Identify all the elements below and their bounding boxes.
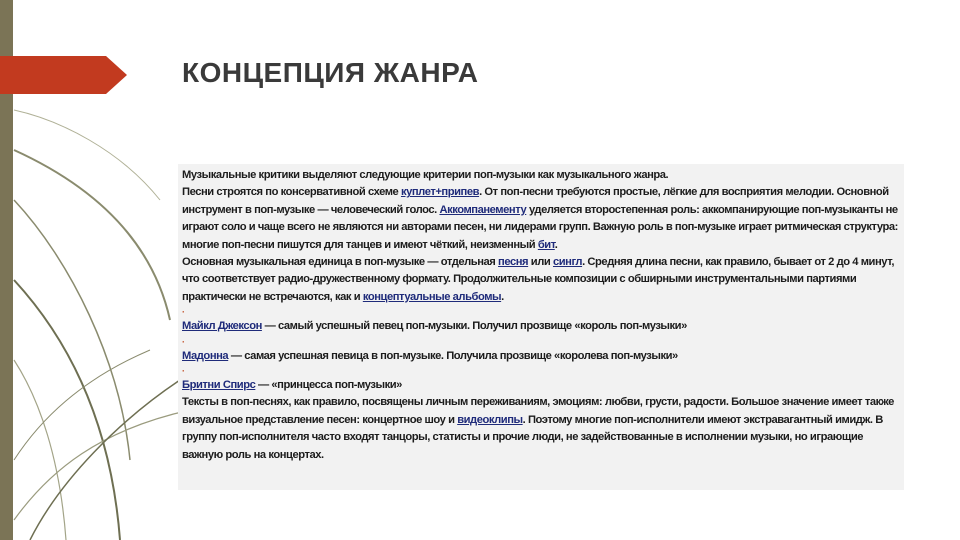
artist-description: — самая успешная певица в поп-музыке. Получила прозвище «королева поп-музыки» [228,349,678,362]
paragraph-lyrics [182,394,900,464]
content-text-block [182,167,900,464]
text-segment: Песни строятся по консервативной схеме [182,186,401,199]
link-music-videos[interactable]: видеоклипы [457,413,523,426]
text-segment: . От поп-песни требуются простые, лёгкие для восприятия мелодии. Основной инструмент в поп-музыке — человеческий голос. [182,186,889,216]
artist-item [182,348,900,365]
text-segment: . [554,238,558,251]
link-verse-chorus[interactable]: куплет+припев [400,186,480,199]
text-segment: или [528,256,553,269]
intro-paragraph: Музыкальные критики выделяют следующие критерии поп-музыки как музыкального жанра. [182,169,669,181]
text-segment: уделяется второстепенная роль: аккомпанирующие поп-музыканты не играют соло и чаще всего не являются ни авторами песен, ни лидерами групп. Важную роль в поп-музыке играет ритмическая структура: многие поп-песни пишутся для танцев и имеют чёткий, неизменный [182,203,898,251]
list-marker: · [182,366,185,377]
text-segment: Основная музыкальная единица в поп-музыке — отдельная [182,256,499,269]
link-song[interactable]: песня [498,256,529,269]
text-segment: Тексты в поп-песнях, как правило, посвящены личным переживаниям, эмоциям: любви, грусти, радости. Большое значение имеет также визуальное представление песен: концертное шоу и [182,396,894,426]
artist-item [182,318,900,335]
artist-description: — самый успешный певец поп-музыки. Получил прозвище «король поп-музыки» [261,320,687,333]
link-britney-spears[interactable]: Бритни Спирс [182,379,256,392]
link-beat[interactable]: бит [537,238,555,251]
list-marker: · [182,336,185,347]
paragraph-structure [182,184,900,254]
text-segment: . Средняя длина песни, как правило, бывает от 2 до 4 минут, что соответствует радио-дружественному формату. Продолжительные композиции с обширными инструментальными партиями практически не встречаются, как и [182,256,895,303]
artist-item [182,377,900,394]
link-concept-albums[interactable]: концептуальные альбомы [362,290,502,303]
link-single[interactable]: сингл [552,256,583,269]
link-michael-jackson[interactable]: Майкл Джексон [182,320,262,333]
link-madonna[interactable]: Мадонна [182,349,229,362]
slide-title: КОНЦЕПЦИЯ ЖАНРА [182,57,479,88]
paragraph-units [182,254,900,306]
list-marker: · [182,307,185,318]
text-segment: . [501,290,504,303]
text-segment: . Поэтому многие поп-исполнители имеют экстравагантный имидж. В группу поп-исполнителя часто входят танцоры, статисты и прочие люди, не задействованные в исполнении музыки, но играющие важную роль на концертах. [182,413,883,461]
title-accent-arrow [0,0,130,540]
artist-description: — «принцесса поп-музыки» [255,379,402,392]
link-accompaniment[interactable]: Аккомпанементу [439,203,527,216]
